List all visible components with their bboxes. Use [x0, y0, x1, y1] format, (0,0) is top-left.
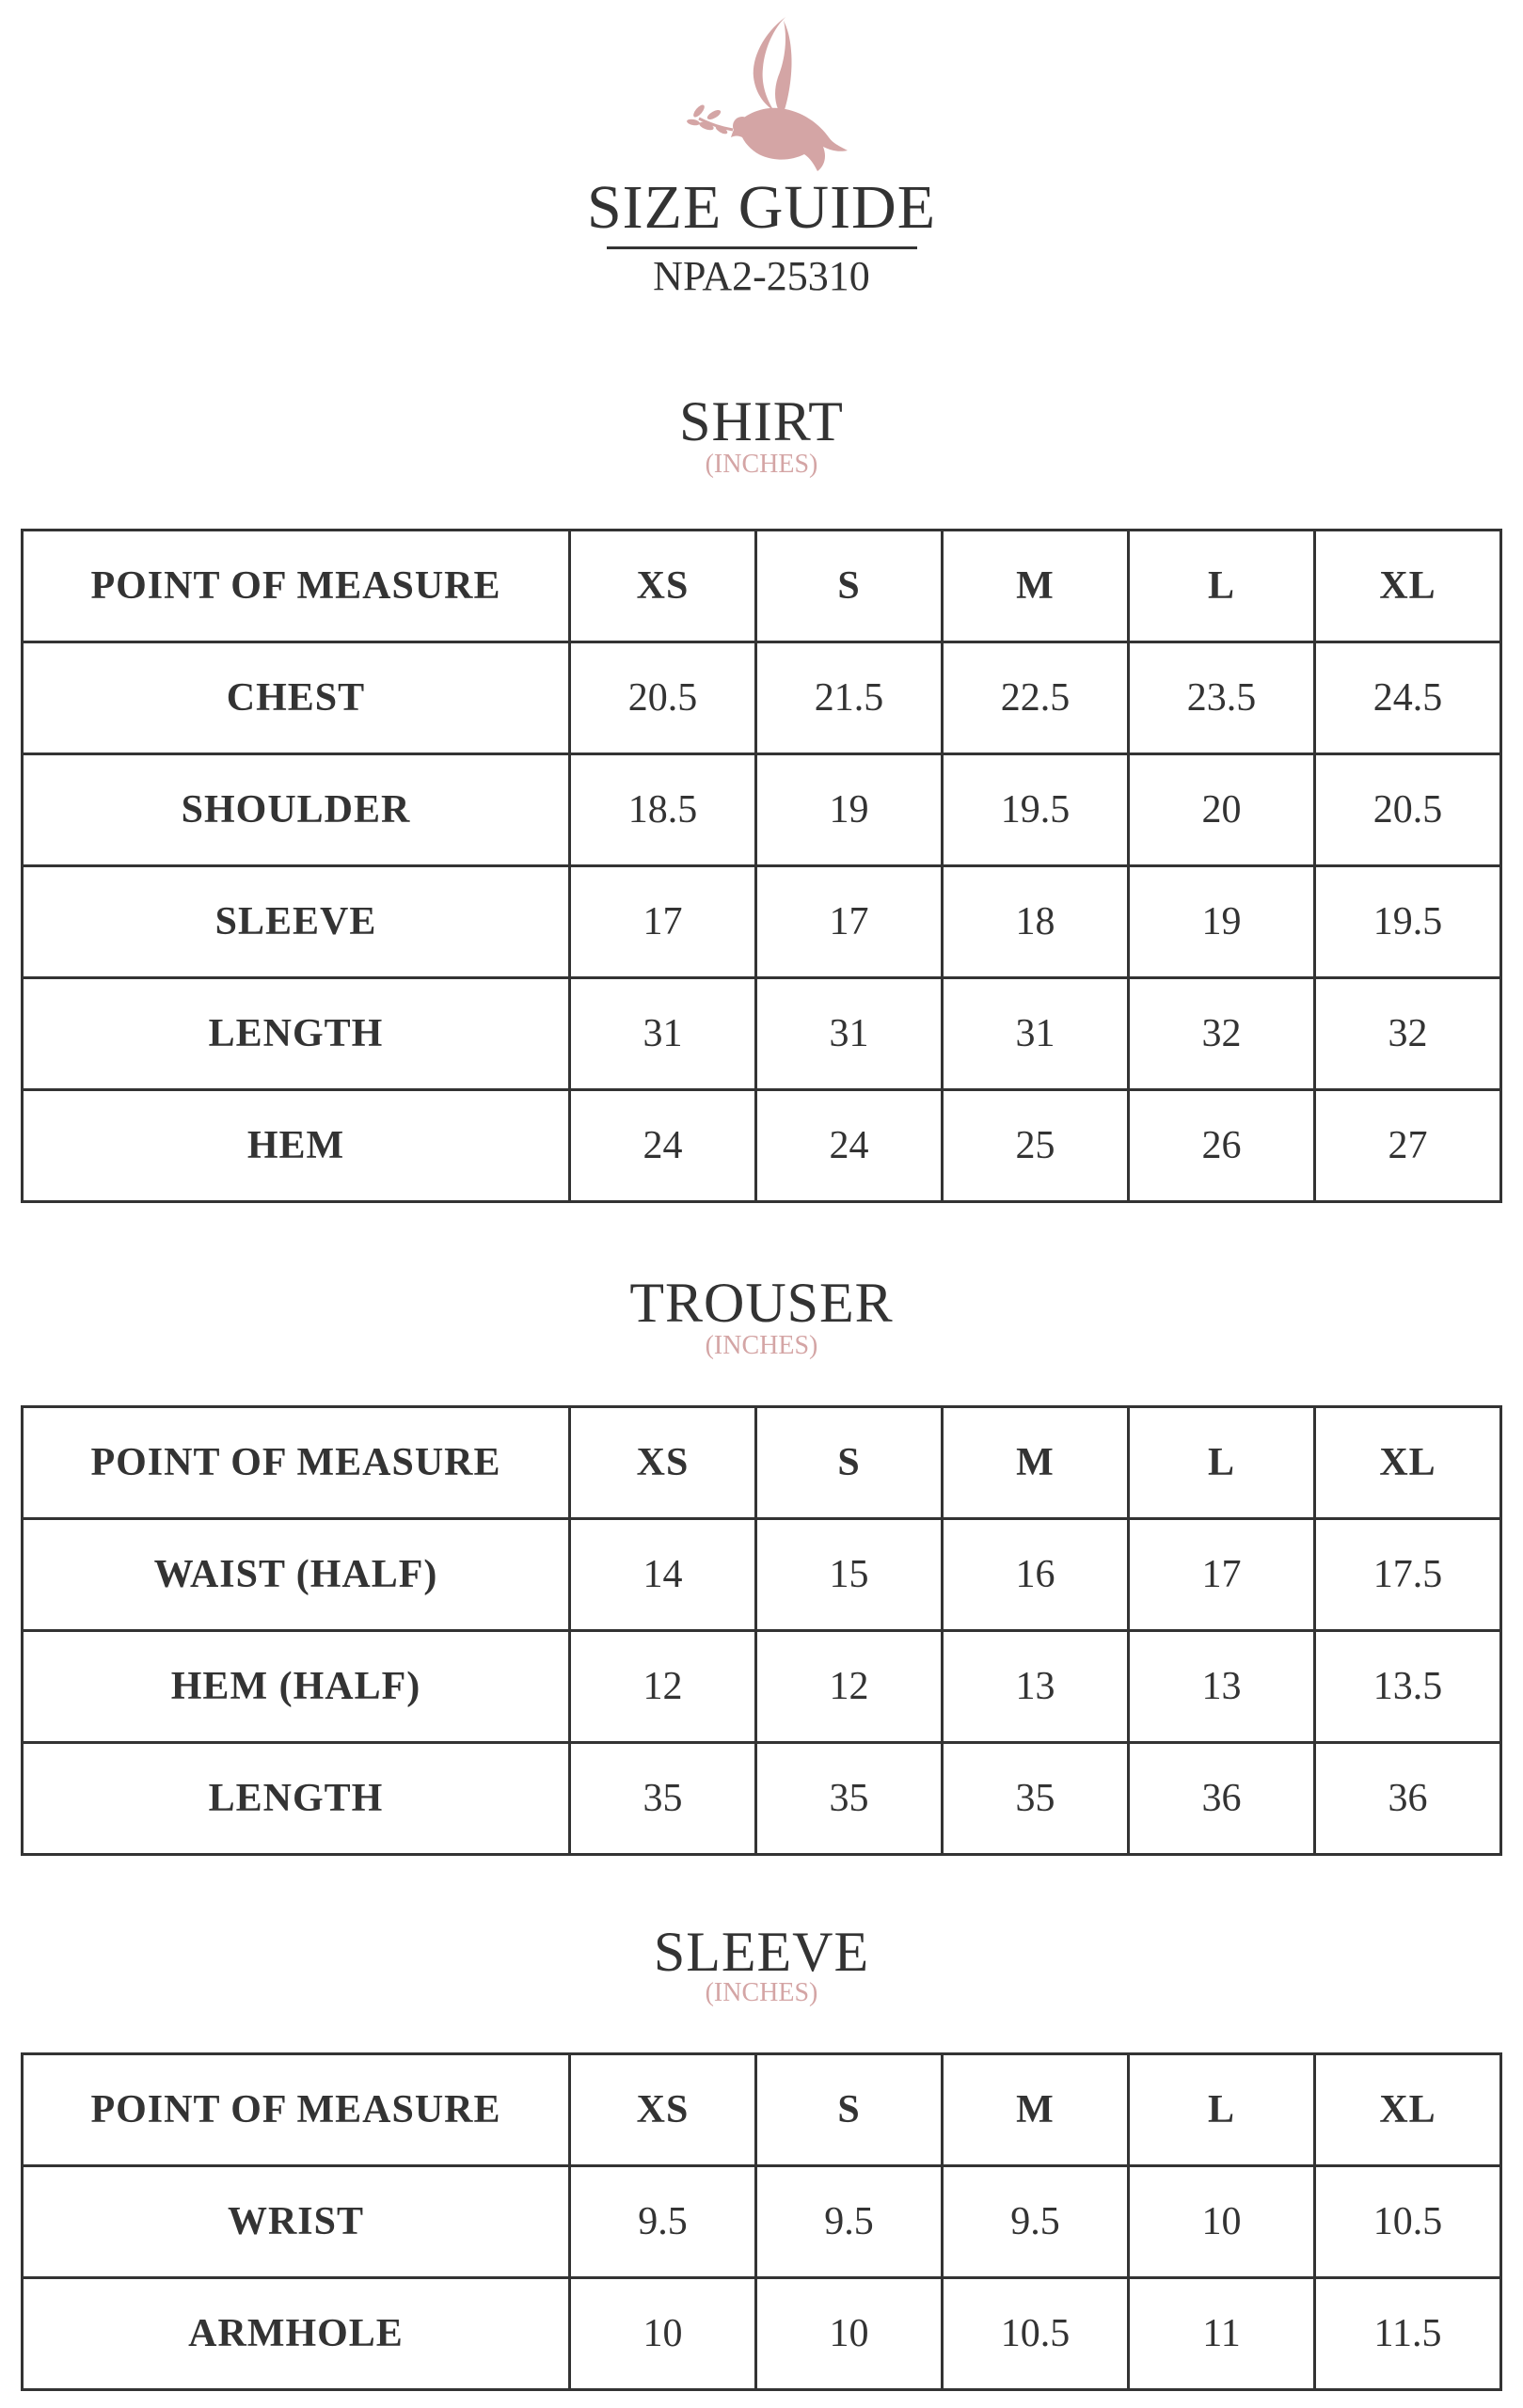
column-header: POINT OF MEASURE: [23, 531, 570, 642]
table-cell: 24.5: [1315, 642, 1501, 754]
table-cell: 11.5: [1315, 2278, 1501, 2390]
table-cell: 36: [1129, 1743, 1315, 1855]
table-cell: 24: [756, 1090, 943, 1202]
product-code: NPA2-25310: [653, 253, 870, 299]
row-label: SHOULDER: [23, 754, 570, 866]
table-row: [23, 866, 1501, 978]
section-unit-shirt: (INCHES): [705, 450, 818, 479]
table-cell: 16: [943, 1519, 1129, 1631]
row-label: CHEST: [23, 642, 570, 754]
section-title-shirt: SHIRT: [679, 390, 844, 452]
table-cell: 9.5: [943, 2166, 1129, 2278]
dove-with-olive-branch-icon: [673, 9, 851, 179]
table-row: [23, 2166, 1501, 2278]
column-header: S: [756, 1407, 943, 1519]
table-cell: 19.5: [943, 754, 1129, 866]
section-unit-trouser: (INCHES): [705, 1331, 818, 1360]
table-cell: 9.5: [756, 2166, 943, 2278]
table-cell: 17: [756, 866, 943, 978]
column-header: S: [756, 2054, 943, 2166]
section-title-sleeve: SLEEVE: [653, 1921, 870, 1983]
table-cell: 17.5: [1315, 1519, 1501, 1631]
table-cell: 11: [1129, 2278, 1315, 2390]
row-label: SLEEVE: [23, 866, 570, 978]
table-cell: 17: [1129, 1519, 1315, 1631]
table-cell: 32: [1315, 978, 1501, 1090]
sleeve-size-table: [21, 2052, 1502, 2391]
table-cell: 24: [570, 1090, 756, 1202]
table-cell: 10: [756, 2278, 943, 2390]
table-cell: 21.5: [756, 642, 943, 754]
table-cell: 10: [1129, 2166, 1315, 2278]
table-cell: 12: [756, 1631, 943, 1743]
column-header: XS: [570, 1407, 756, 1519]
column-header: XS: [570, 2054, 756, 2166]
table-cell: 20: [1129, 754, 1315, 866]
table-cell: 27: [1315, 1090, 1501, 1202]
table-row: [23, 754, 1501, 866]
table-cell: 12: [570, 1631, 756, 1743]
table-row: [23, 978, 1501, 1090]
table-cell: 31: [943, 978, 1129, 1090]
table-cell: 9.5: [570, 2166, 756, 2278]
table-cell: 13: [943, 1631, 1129, 1743]
row-label: LENGTH: [23, 1743, 570, 1855]
table-cell: 13.5: [1315, 1631, 1501, 1743]
table-cell: 17: [570, 866, 756, 978]
table-cell: 35: [756, 1743, 943, 1855]
table-cell: 23.5: [1129, 642, 1315, 754]
table-cell: 20.5: [570, 642, 756, 754]
column-header: S: [756, 531, 943, 642]
section-unit-sleeve: (INCHES): [705, 1978, 818, 2007]
table-cell: 19: [756, 754, 943, 866]
table-cell: 14: [570, 1519, 756, 1631]
column-header: M: [943, 2054, 1129, 2166]
table-cell: 32: [1129, 978, 1315, 1090]
table-row: [23, 1631, 1501, 1743]
column-header: L: [1129, 1407, 1315, 1519]
row-label: HEM: [23, 1090, 570, 1202]
shirt-size-table: [21, 529, 1502, 1203]
column-header: XS: [570, 531, 756, 642]
table-cell: 20.5: [1315, 754, 1501, 866]
table-header-row: [23, 1407, 1501, 1519]
row-label: LENGTH: [23, 978, 570, 1090]
table-cell: 13: [1129, 1631, 1315, 1743]
table-cell: 35: [570, 1743, 756, 1855]
table-cell: 36: [1315, 1743, 1501, 1855]
table-cell: 18.5: [570, 754, 756, 866]
table-cell: 22.5: [943, 642, 1129, 754]
trouser-size-table: [21, 1405, 1502, 1856]
title-underline: [607, 246, 917, 249]
table-cell: 19: [1129, 866, 1315, 978]
page-title: SIZE GUIDE: [586, 173, 937, 242]
table-row: [23, 642, 1501, 754]
table-cell: 18: [943, 866, 1129, 978]
column-header: M: [943, 1407, 1129, 1519]
row-label: WAIST (HALF): [23, 1519, 570, 1631]
column-header: L: [1129, 531, 1315, 642]
column-header: XL: [1315, 1407, 1501, 1519]
column-header: M: [943, 531, 1129, 642]
table-header-row: [23, 531, 1501, 642]
column-header: L: [1129, 2054, 1315, 2166]
row-label: HEM (HALF): [23, 1631, 570, 1743]
row-label: ARMHOLE: [23, 2278, 570, 2390]
table-row: [23, 2278, 1501, 2390]
table-row: [23, 1090, 1501, 1202]
table-cell: 35: [943, 1743, 1129, 1855]
table-header-row: [23, 2054, 1501, 2166]
table-row: [23, 1743, 1501, 1855]
column-header: POINT OF MEASURE: [23, 2054, 570, 2166]
table-cell: 15: [756, 1519, 943, 1631]
column-header: XL: [1315, 2054, 1501, 2166]
column-header: POINT OF MEASURE: [23, 1407, 570, 1519]
table-cell: 26: [1129, 1090, 1315, 1202]
table-row: [23, 1519, 1501, 1631]
table-cell: 31: [570, 978, 756, 1090]
row-label: WRIST: [23, 2166, 570, 2278]
table-cell: 10.5: [943, 2278, 1129, 2390]
column-header: XL: [1315, 531, 1501, 642]
section-title-trouser: TROUSER: [629, 1272, 894, 1334]
table-cell: 31: [756, 978, 943, 1090]
table-cell: 25: [943, 1090, 1129, 1202]
table-cell: 10.5: [1315, 2166, 1501, 2278]
table-cell: 19.5: [1315, 866, 1501, 978]
table-cell: 10: [570, 2278, 756, 2390]
